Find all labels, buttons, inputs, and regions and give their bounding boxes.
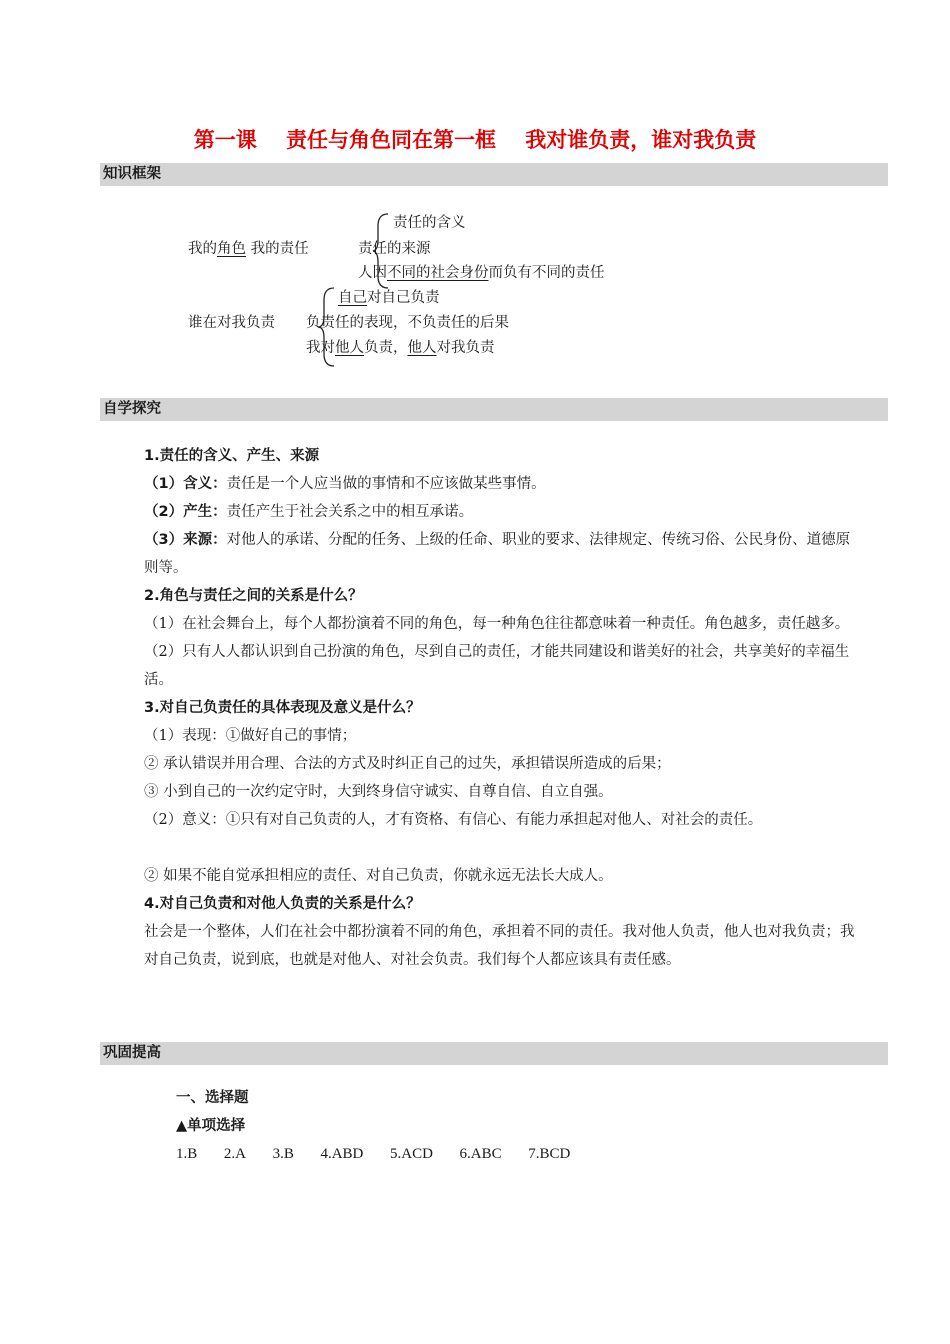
framework-row2-item1 <box>338 288 440 308</box>
q2-p1: （1）在社会舞台上，每个人都扮演着不同的角色，每一种角色往往都意味着一种责任。角色越多，责任越多。 <box>144 616 850 632</box>
framework-row1-left <box>188 239 309 259</box>
answer-item: 3.B <box>272 1146 294 1162</box>
q1-b-label: （2）产生： <box>144 504 227 520</box>
q1-a <box>144 470 860 498</box>
answer-item: 7.BCD <box>528 1146 571 1162</box>
framework-row2-item1-a: 自己 <box>338 290 367 306</box>
framework-row2-item3-c: 负责， <box>364 340 408 356</box>
framework-row1-left-b: 角色 <box>217 241 246 257</box>
framework-row1-item3-a: 人因 <box>358 265 387 281</box>
section-header-consolidate: 巩固提高 <box>100 1042 888 1065</box>
framework-row1-item2: 责任的来源 <box>358 241 431 257</box>
exercise-subheading: ▲单项选择 <box>176 1118 246 1134</box>
section-header-self-study: 自学探究 <box>100 398 888 421</box>
framework-row2-item3-e: 对我负责 <box>436 340 495 356</box>
section-header-framework: 知识框架 <box>100 163 888 186</box>
framework-row2-item2: 负责任的表现，不负责任的后果 <box>306 315 509 331</box>
framework-row2-item3-b: 他人 <box>335 340 364 356</box>
answer-item: 5.ACD <box>389 1146 433 1162</box>
q2-p2: （2）只有人人都认识到自己扮演的角色，尽到自己的责任，才能共同建设和谐美好的社会，共享美好的幸福生活。 <box>144 644 850 688</box>
framework-row1-left-a: 我的 <box>188 241 217 257</box>
q3-p2: ② 承认错误并用合理、合法的方式及时纠正自己的过失，承担错误所造成的后果； <box>144 756 671 772</box>
framework-row2-item3-d: 他人 <box>407 340 437 356</box>
framework-row2-item3 <box>306 338 495 358</box>
spacer <box>144 834 860 862</box>
q1-c <box>144 526 860 582</box>
framework-row1-item3-c: 而负有不同的责任 <box>488 265 605 281</box>
answer-item: 1.B <box>176 1146 198 1162</box>
q3-p5: ② 如果不能自觉承担相应的责任、对自己负责，你就永远无法长大成人。 <box>144 868 613 884</box>
q1-c-label: （3）来源： <box>144 532 227 548</box>
q3-heading: 3.对自己负责任的具体表现及意义是什么？ <box>144 700 421 716</box>
framework-row2-item3-a: 我对 <box>306 340 335 356</box>
framework-row2-left: 谁在对我负责 <box>188 315 275 331</box>
q4-heading: 4.对自己负责和对他人负责的关系是什么？ <box>144 896 421 912</box>
q1-c-text: 对他人的承诺、分配的任务、上级的任命、职业的要求、法律规定、传统习俗、公民身份、道德原则等。 <box>144 532 851 576</box>
q1-b <box>144 498 860 526</box>
q1-heading: 1.责任的含义、产生、来源 <box>144 448 320 464</box>
q1-b-text: 责任产生于社会关系之中的相互承诺。 <box>226 504 474 520</box>
q1-a-label: （1）含义： <box>144 476 227 492</box>
answer-item: 4.ABD <box>320 1146 364 1162</box>
exercise-heading: 一、选择题 <box>176 1090 249 1106</box>
answer-item: 6.ABC <box>459 1146 502 1162</box>
framework-row2-item1-b: 对自己负责 <box>367 290 440 306</box>
framework-row1-item3-b: 不同的社会身份 <box>387 265 489 281</box>
page-title: 第一课 责任与角色同在第一框 我对谁负责，谁对我负责 <box>193 128 757 152</box>
q4-p1: 社会是一个整体，人们在社会中都扮演着不同的角色，承担着不同的责任。我对他人负责，他人也对我负责；我对自己负责，说到底，也就是对他人、对社会负责。我们每个人都应该具有责任感。 <box>144 924 855 968</box>
q3-p1: （1）表现：①做好自己的事情； <box>144 728 357 744</box>
q1-a-text: 责任是一个人应当做的事情和不应该做某些事情。 <box>226 476 546 492</box>
framework-row1-left-c: 我的责任 <box>246 241 309 257</box>
q3-p4: （2）意义：①只有对自己负责的人，才有资格、有信心、有能力承担起对他人、对社会的责任。 <box>144 812 763 828</box>
q3-p3: ③ 小到自己的一次约定守时，大到终身信守诚实、自尊自信、自立自强。 <box>144 784 613 800</box>
framework-row1-item3 <box>358 263 605 283</box>
answer-item: 2.A <box>223 1146 246 1162</box>
q2-heading: 2.角色与责任之间的关系是什么？ <box>144 588 363 604</box>
answer-list <box>176 1140 592 1168</box>
framework-row1-item1: 责任的含义 <box>393 215 466 231</box>
self-study-content <box>144 442 860 974</box>
